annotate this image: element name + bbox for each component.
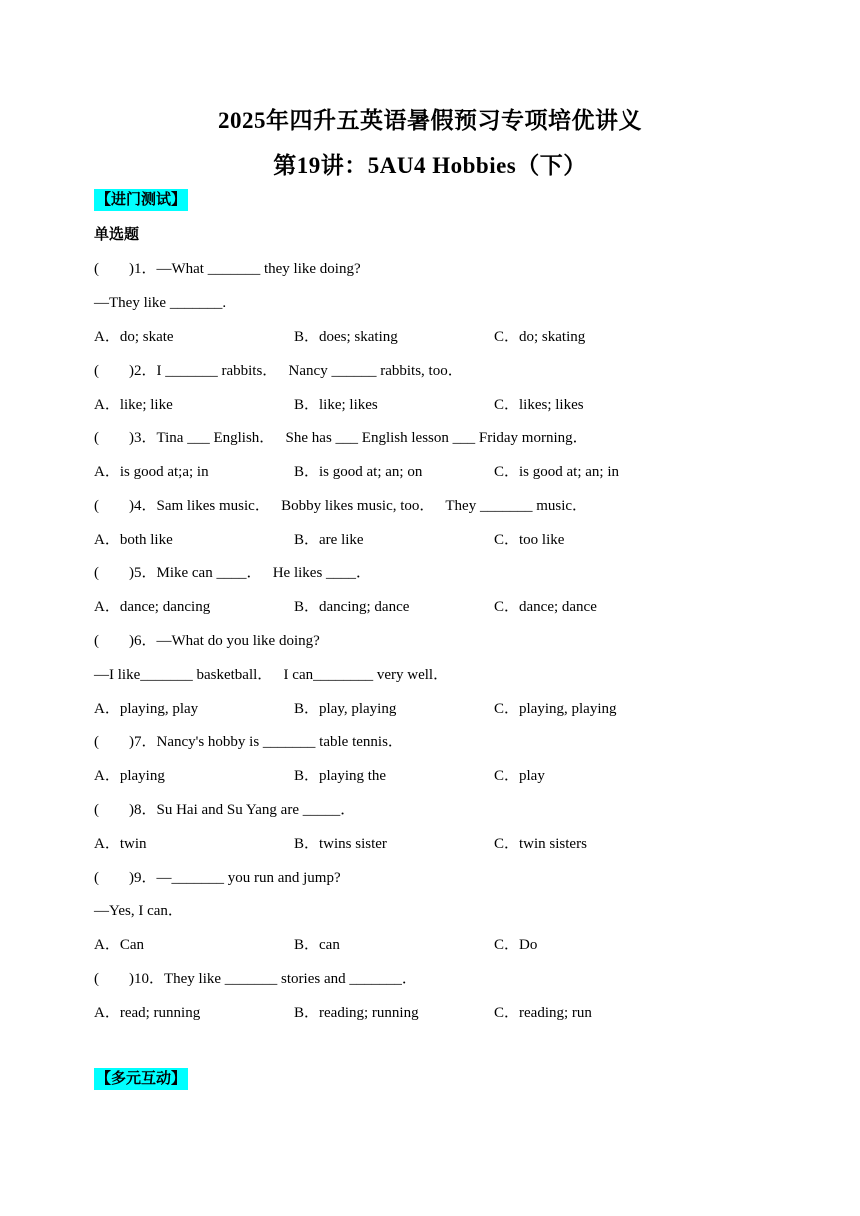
question-2-option-b: B．like; likes — [294, 397, 378, 413]
question-6-option-b: B．play, playing — [294, 701, 397, 717]
question-3-option-c: C．is good at; an; in — [494, 464, 619, 480]
section-tag-entry-test: 【进门测试】 — [94, 189, 188, 211]
question-5-stem: ( )5．Mike can ____． He likes ____． — [94, 565, 372, 581]
question-8-option-b: B．twins sister — [294, 836, 387, 852]
question-4-stem: ( )4．Sam likes music． Bobby likes music, too． They _______ music． — [94, 498, 588, 514]
question-6-stem: ( )6．—What do you like doing? — [94, 633, 320, 649]
question-9-stem: ( )9．—_______ you run and jump? — [94, 870, 341, 886]
question-7-option-a: A．playing — [94, 768, 165, 784]
question-2-option-a: A．like; like — [94, 397, 173, 413]
document-title: 2025年四升五英语暑假预习专项培优讲义 — [218, 108, 642, 133]
question-7-option-b: B．playing the — [294, 768, 387, 784]
lesson-subtitle: 第19讲：5AU4 Hobbies（下） — [273, 153, 587, 178]
question-9-option-a: A．Can — [94, 937, 144, 953]
question-2-stem: ( )2．I _______ rabbits． Nancy ______ rabbits, too． — [94, 363, 463, 379]
question-1-stem-line2: —They like _______. — [94, 295, 227, 311]
question-1-stem: ( )1．—What _______ they like doing? — [94, 261, 361, 277]
question-8-stem: ( )8．Su Hai and Su Yang are _____． — [94, 802, 356, 818]
question-4-option-b: B．are like — [294, 532, 364, 548]
section-label-single-choice: 单选题 — [94, 227, 140, 243]
section-tag-interaction: 【多元互动】 — [94, 1068, 188, 1090]
question-6-stem-line2: —I like_______ basketball． I can________ very well． — [94, 667, 449, 683]
question-3-option-a: A．is good at;a; in — [94, 464, 209, 480]
question-10-option-b: B．reading; running — [294, 1005, 419, 1021]
question-7-option-c: C．play — [494, 768, 545, 784]
question-5-option-c: C．dance; dance — [494, 599, 597, 615]
question-4-option-c: C．too like — [494, 532, 565, 548]
question-9-option-c: C．Do — [494, 937, 538, 953]
question-5-option-a: A．dance; dancing — [94, 599, 211, 615]
question-1-option-b: B．does; skating — [294, 329, 398, 345]
question-3-stem: ( )3．Tina ___ English． She has ___ English lesson ___ Friday morning． — [94, 430, 588, 446]
question-1-option-c: C．do; skating — [494, 329, 586, 345]
question-9-option-b: B．can — [294, 937, 340, 953]
question-8-option-c: C．twin sisters — [494, 836, 587, 852]
question-10-option-a: A．read; running — [94, 1005, 201, 1021]
question-2-option-c: C．likes; likes — [494, 397, 584, 413]
question-6-option-a: A．playing, play — [94, 701, 199, 717]
question-1-option-a: A．do; skate — [94, 329, 174, 345]
question-5-option-b: B．dancing; dance — [294, 599, 410, 615]
question-10-stem: ( )10．They like _______ stories and _______． — [94, 971, 417, 987]
question-9-stem-line2: —Yes, I can． — [94, 903, 183, 919]
question-3-option-b: B．is good at; an; on — [294, 464, 423, 480]
question-4-option-a: A．both like — [94, 532, 173, 548]
question-6-option-c: C．playing, playing — [494, 701, 617, 717]
question-7-stem: ( )7．Nancy's hobby is _______ table tennis． — [94, 734, 403, 750]
question-10-option-c: C．reading; run — [494, 1005, 592, 1021]
question-8-option-a: A．twin — [94, 836, 147, 852]
